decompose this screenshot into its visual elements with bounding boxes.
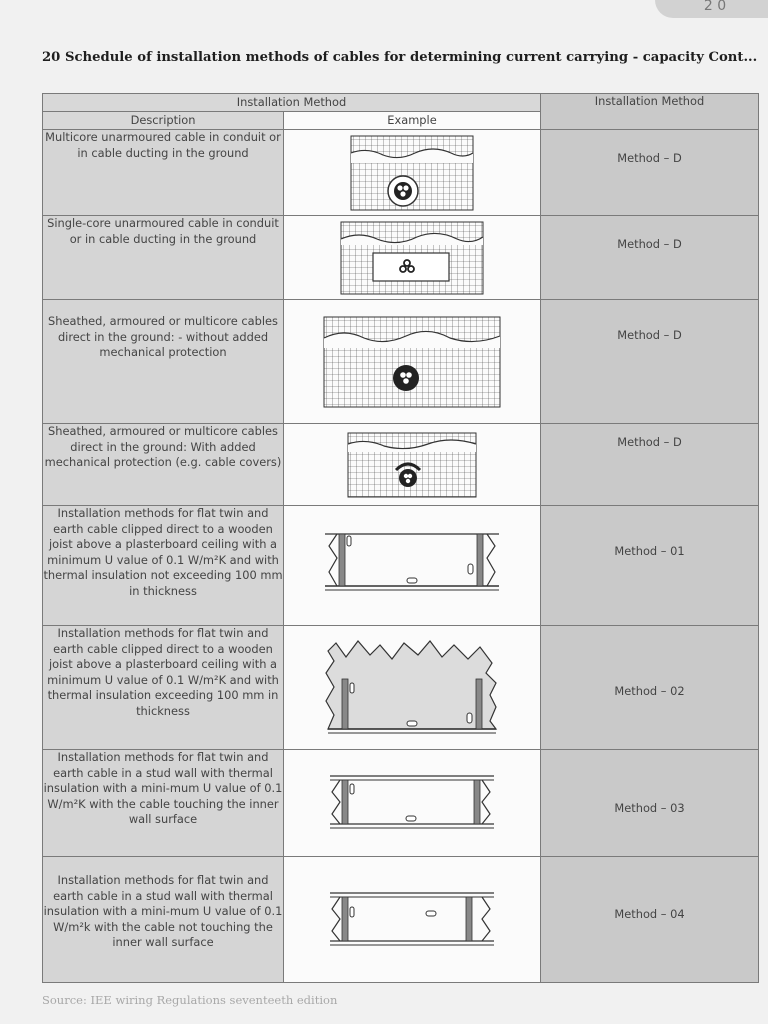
row-example [284, 506, 541, 626]
description-column-header: Description [43, 112, 284, 130]
stud-wall-touching-diagram [322, 770, 502, 836]
row-example [284, 626, 541, 750]
table-row [43, 424, 759, 506]
example-column-header: Example [284, 112, 541, 130]
row-method [541, 626, 759, 750]
method-label: Method – 01 [614, 544, 685, 558]
row-example [284, 857, 541, 983]
joist-ceiling-diagram [317, 528, 507, 604]
method-label: Method – D [617, 328, 682, 342]
method-label: Method – 04 [614, 907, 685, 921]
table-row [43, 130, 759, 216]
table-row [43, 300, 759, 424]
table-row [43, 506, 759, 626]
method-label: Method – D [617, 435, 682, 449]
right-header: Installation Method [541, 94, 759, 130]
row-method [541, 424, 759, 506]
ground-duct-singlecore-diagram [337, 219, 487, 297]
ground-duct-multicore-diagram [347, 133, 477, 213]
row-description: Installation methods for flat twin and earth cable clipped direct to a wooden joist above a plasterboard ceiling with a minimum U value of 0.1 W/m²K and with thermal insulation exceeding 100 mm in thickness [43, 626, 284, 750]
row-method [541, 300, 759, 424]
method-label: Method – 03 [614, 801, 685, 815]
table-row [43, 857, 759, 983]
row-description: Installation methods for flat twin and earth cable in a stud wall with thermal insulation with a mini-mum U value of 0.1 W/m²k with the cable not touching the inner wall surface [43, 857, 284, 983]
method-label: Method – D [617, 237, 682, 251]
source-note: Source: IEE wiring Regulations seventeeth edition [42, 993, 338, 1007]
row-example [284, 216, 541, 300]
page-number-tab: 2 0 [655, 0, 768, 18]
row-description: Sheathed, armoured or multicore cables direct in the ground: - without added mechanical protection [43, 300, 284, 424]
page-title: 20 Schedule of installation methods of cables for determining current carrying - capacity Cont... [42, 50, 758, 65]
direct-buried-diagram [320, 314, 504, 410]
group-header: Installation Method [43, 94, 541, 112]
row-description: Installation methods for flat twin and earth cable in a stud wall with thermal insulation with a mini-mum U value of 0.1 W/m²K with the cable touching the inner wall surface [43, 750, 284, 857]
row-description: Installation methods for flat twin and earth cable clipped direct to a wooden joist above a plasterboard ceiling with a minimum U value of 0.1 W/m²K and with thermal insulation not exceeding 100 mm in thickness [43, 506, 284, 626]
installation-methods-table [42, 93, 759, 983]
row-example [284, 130, 541, 216]
row-description: Sheathed, armoured or multicore cables direct in the ground: With added mechanical protection (e.g. cable covers) [43, 424, 284, 506]
method-label: Method – 02 [614, 684, 685, 698]
row-example [284, 300, 541, 424]
buried-with-cover-diagram [344, 430, 480, 500]
row-method [541, 506, 759, 626]
row-method [541, 130, 759, 216]
table-row [43, 626, 759, 750]
table-row [43, 750, 759, 857]
stud-wall-not-touching-diagram [322, 887, 502, 953]
joist-thick-insulation-diagram [322, 635, 502, 741]
method-label: Method – D [617, 151, 682, 165]
row-method [541, 216, 759, 300]
row-description: Multicore unarmoured cable in conduit or in cable ducting in the ground [43, 130, 284, 216]
row-example [284, 750, 541, 857]
row-method [541, 750, 759, 857]
row-description: Single-core unarmoured cable in conduit or in cable ducting in the ground [43, 216, 284, 300]
table-row [43, 216, 759, 300]
row-example [284, 424, 541, 506]
row-method [541, 857, 759, 983]
